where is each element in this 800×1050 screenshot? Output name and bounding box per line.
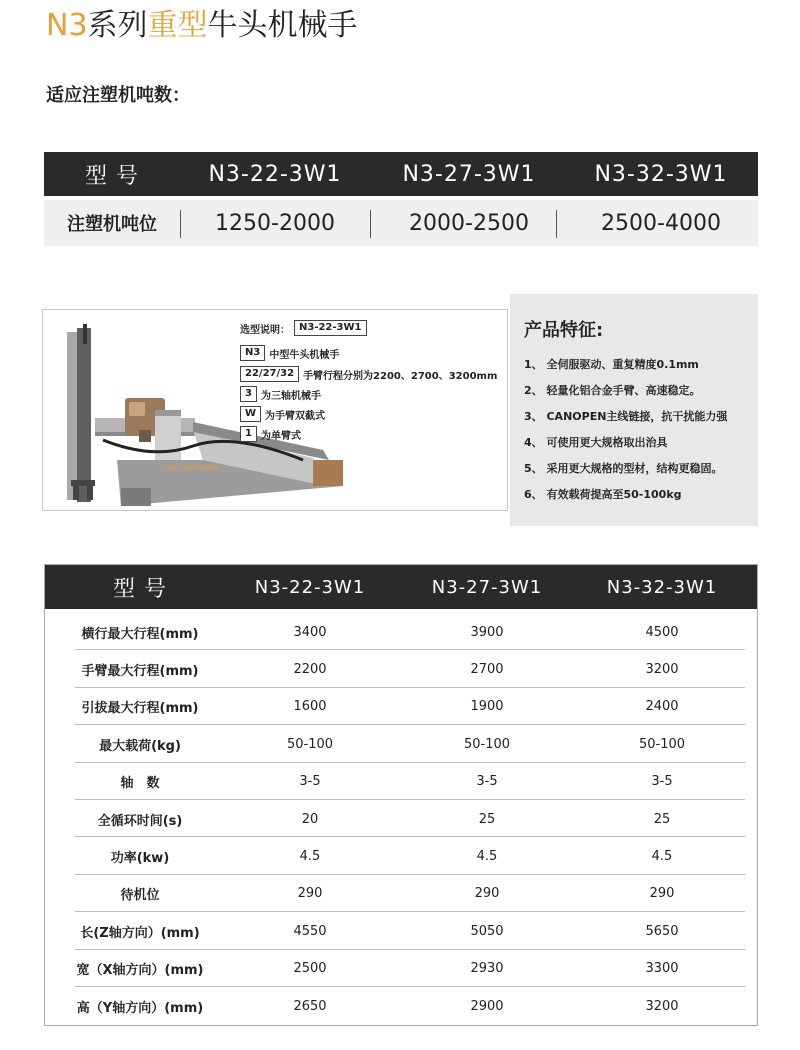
table-row	[45, 613, 757, 651]
row-value: 2200	[293, 661, 327, 677]
row-value: 4.5	[299, 848, 321, 864]
tonnage-label: 注塑机吨位	[67, 214, 157, 235]
legend-code: 22/27/32	[240, 366, 299, 382]
feature-item: 3、 CANOPEN主线链接，抗干扰能力强	[524, 410, 728, 423]
legend-item	[240, 386, 321, 402]
legend-text: 中型牛头机械手	[269, 349, 340, 361]
row-value: 2500	[293, 961, 327, 977]
row-value: 4550	[293, 923, 327, 939]
title-part1: 系列	[87, 8, 148, 43]
row-value: 1900	[470, 699, 504, 715]
row-label: 最大载荷(kg)	[99, 738, 181, 754]
row-value: 20	[301, 811, 319, 827]
table-row	[45, 875, 757, 913]
row-label: 长(Z轴方向）(mm)	[80, 925, 200, 941]
tonnage-value-n3-22: 1250-2000	[215, 210, 335, 236]
row-value: 50-100	[463, 736, 511, 752]
row-value: 3-5	[476, 774, 498, 790]
feature-item: 4、 可使用更大规格取出治具	[524, 436, 668, 449]
row-label: 轴 数	[120, 776, 160, 792]
legend-code: N3	[240, 345, 265, 361]
tonnage-table-header	[44, 152, 758, 196]
table-row	[45, 650, 757, 688]
table-row	[45, 912, 757, 950]
row-value: 25	[478, 811, 496, 827]
divider	[556, 210, 557, 238]
table-row	[45, 950, 757, 988]
row-value: 2700	[470, 661, 504, 677]
row-value: 2930	[470, 961, 504, 977]
legend-text: 手臂行程分别为2200、2700、3200mm	[303, 370, 498, 382]
row-value: 4500	[645, 624, 679, 640]
feature-item: 2、 轻量化铝合金手臂、高速稳定。	[524, 384, 701, 397]
row-value: 3-5	[651, 774, 673, 790]
legend-item	[240, 345, 339, 361]
features-list	[524, 352, 758, 508]
spec-table	[44, 564, 758, 1026]
legend-title-row	[240, 320, 371, 336]
row-label: 横行最大行程(mm)	[81, 626, 199, 642]
header-cell-n3-22: N3-22-3W1	[208, 161, 342, 187]
brand-logo-text: 闪电 LIGHTNING	[163, 464, 219, 472]
table-row	[45, 763, 757, 801]
spec-table-header	[45, 565, 757, 609]
features-title: 产品特征:	[524, 320, 604, 341]
spec-header-n3-32: N3-32-3W1	[606, 576, 718, 598]
row-value: 50-100	[638, 736, 686, 752]
legend-item	[240, 366, 497, 382]
row-value: 3900	[470, 624, 504, 640]
row-value: 3300	[645, 961, 679, 977]
row-value: 50-100	[286, 736, 334, 752]
row-value: 1600	[293, 699, 327, 715]
legend-code: 3	[240, 386, 257, 402]
row-value: 4.5	[476, 848, 498, 864]
spec-header-model: 型 号	[113, 576, 167, 602]
legend-item	[240, 406, 325, 422]
row-label: 引拔最大行程(mm)	[81, 701, 199, 717]
row-value: 3200	[645, 661, 679, 677]
row-label: 全循环时间(s)	[97, 813, 183, 829]
row-value: 4.5	[651, 848, 673, 864]
tonnage-table-row	[44, 200, 758, 246]
feature-item: 1、 全伺服驱动、重复精度0.1mm	[524, 358, 699, 371]
table-row	[45, 688, 757, 726]
row-label: 手臂最大行程(mm)	[81, 663, 199, 679]
row-value: 25	[653, 811, 671, 827]
divider	[370, 210, 371, 238]
table-row	[45, 837, 757, 875]
table-row	[45, 987, 757, 1025]
page-title	[46, 6, 358, 46]
title-prefix: N3	[46, 8, 88, 43]
legend-code: 1	[240, 426, 257, 442]
legend-text: 为三轴机械手	[260, 390, 321, 402]
row-label: 宽（X轴方向）(mm)	[76, 963, 204, 979]
legend-text: 为手臂双截式	[265, 410, 326, 422]
legend-item	[240, 426, 301, 442]
spec-header-n3-27: N3-27-3W1	[431, 576, 543, 598]
row-label: 高（Y轴方向）(mm)	[76, 1000, 204, 1016]
row-value: 290	[474, 886, 500, 902]
tonnage-subtitle: 适应注塑机吨数：	[46, 85, 190, 106]
features-panel	[510, 294, 758, 526]
header-cell-n3-27: N3-27-3W1	[402, 161, 536, 187]
row-value: 3200	[645, 998, 679, 1014]
feature-item: 5、 采用更大规格的型材，结构更稳固。	[524, 462, 723, 475]
row-value: 2400	[645, 699, 679, 715]
tonnage-value-n3-27: 2000-2500	[409, 210, 529, 236]
tonnage-value-n3-32: 2500-4000	[601, 210, 721, 236]
table-row	[45, 800, 757, 838]
row-value: 2900	[470, 998, 504, 1014]
row-label: 待机位	[120, 888, 160, 904]
legend-code: W	[240, 406, 261, 422]
row-value: 5650	[645, 923, 679, 939]
title-part2: 牛头机械手	[207, 8, 358, 43]
feature-item: 6、 有效载荷提高至50-100kg	[524, 488, 682, 501]
row-value: 3400	[293, 624, 327, 640]
row-value: 2650	[293, 998, 327, 1014]
legend-text: 为单臂式	[260, 430, 301, 442]
row-label: 功率(kw)	[110, 850, 170, 866]
legend-title: 选型说明：	[240, 324, 290, 336]
legend-example: N3-22-3W1	[294, 320, 367, 336]
table-row	[45, 725, 757, 763]
row-value: 290	[649, 886, 675, 902]
row-value: 5050	[470, 923, 504, 939]
header-cell-model: 型 号	[85, 163, 139, 189]
row-value: 290	[297, 886, 323, 902]
header-cell-n3-32: N3-32-3W1	[594, 161, 728, 187]
spec-header-n3-22: N3-22-3W1	[254, 576, 366, 598]
title-highlight: 重型	[147, 8, 208, 43]
row-value: 3-5	[299, 774, 321, 790]
